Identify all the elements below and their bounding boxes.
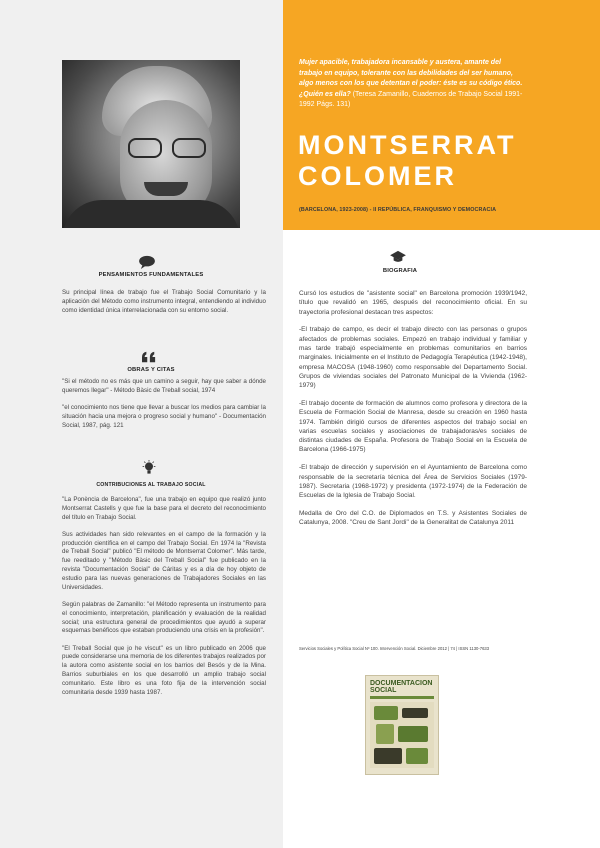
bio-paragraph-1: Cursó los estudios de "asistente social" en Barcelona promoción 1939/1942, título que revalidó en 1965, después del reconocimiento oficial. En su trayectoria profesional destacan tres aspectos: <box>299 290 527 316</box>
cover-subtitle: SOCIAL <box>370 687 397 694</box>
quote-source: (Teresa Zamanillo, Cuadernos de Trabajo Social 1991-1992 Págs. 131) <box>299 90 523 108</box>
contribuciones-title: CONTRIBUCIONES AL TRABAJO SOCIAL <box>96 482 206 488</box>
biografia-title: BIOGRAFIA <box>382 268 418 274</box>
contrib-paragraph-4: "El Treball Social que jo he viscut" es un libro publicado en 2006 que puede considerarse una memoria de los diferentes trabajos realizados por la autora como asistente social en los barrios del Besós y de la Mina. Barrios suburbiales en los que desarrolló un amplio trabajo social comunitario. Este libro es una foto fija de la intervención social comunitaria desde 1939 hasta 1987. <box>62 644 266 696</box>
contribuciones-text <box>62 496 266 706</box>
bio-paragraph-5: Medalla de Oro del C.O. de Diplomados en T.S. y Asistentes Sociales de Catalunya, 2008. "Creu de Sant Jordi" de la Generalitat de Catalunya 2011 <box>299 509 527 527</box>
header-subtitle: (BARCELONA, 1923-2008) - II REPÚBLICA, FRANQUISMO Y DEMOCRACIA <box>299 207 497 213</box>
name-last: COLOMER <box>298 161 457 191</box>
person-name <box>298 130 517 192</box>
bio-paragraph-3: -El trabajo docente de formación de alumnos como profesora y directora de la Escuela de Formación Social de Manresa, desde su creación en 1960 hasta 1974. También dirigió cursos de diferentes aspectos del trabajo social en varias escuelas sociales y asociaciones de trabajadoras/es sociales de distintas ciudades de España. Profesora de Trabajo Social en la Escuela de Barcelona (1966-1975) <box>299 399 527 454</box>
bio-paragraph-4: -El trabajo de dirección y supervisión en el Ayuntamiento de Barcelona como responsable de la secretaría técnica del Área de Servicios Sociales (1979-1987). Secretaria (1968-1972) y presidenta (1972-1974) de la Federación de Escuelas de la Iglesia de Trabajo Social. <box>299 464 527 500</box>
speech-bubble-icon <box>138 255 156 269</box>
quote-text: Mujer apacible, trabajadora incansable y austera, amante del trabajo en equipo, tolerante con las debilidades del ser humano, algo menos con los que detentan el poder: éste es su código ético. ¿Quién es ella? <box>299 59 523 98</box>
citation: Servicios Sociales y Política Social Nº 100. Intervención Social. Diciembre 2012 | 74 | ISSN 1130-7633 <box>299 646 490 651</box>
portrait-photo <box>62 60 240 228</box>
contrib-paragraph-2: Sus actividades han sido relevantes en el campo de la formación y la producción científica en el campo del Trabajo Social. En 1974 la "Revista de Treball Social" publicó "El método de Montserrat Colomer". Más tarde, fue reeditado y "Método Bàsic del Treball Social" fue publicado en la revista "Documentación Social" de Cáritas y es a día de hoy objeto de estudio para las nuevas generaciones de Trabajadores Sociales en las Universidades. <box>62 530 266 591</box>
contrib-paragraph-1: "La Ponència de Barcelona", fue una trabajo en equipo que realizó junto Montserrat Castells y que fue la base para el decreto del reconocimiento del título en Trabajo Social. <box>62 496 266 521</box>
name-first: MONTSERRAT <box>298 130 517 160</box>
pensamientos-title: PENSAMIENTOS FUNDAMENTALES <box>98 272 204 278</box>
pensamientos-text: Su principal línea de trabajo fue el Trabajo Social Comunitario y la aplicación del Método como instrumento integral, entendiendo al individuo como identidad única interrelacionada con su entorno social. <box>62 289 266 314</box>
book-cover <box>365 675 439 775</box>
header-quote <box>299 58 524 111</box>
quote-marks-icon <box>140 350 158 364</box>
obras-quote-2: "el conocimiento nos tiene que llevar a buscar los medios para cambiar la situación hacia una mejora o progreso social y humano" - Documentación Social, 1987, pág. 121 <box>62 404 266 429</box>
bio-paragraph-2: -El trabajo de campo, es decir el trabajo directo con las personas o grupos afectados de problemas sociales. Empezó en trabajo individual y familiar y mas tarde trabajó especialmente en problemas comunitarios en barrios marginales. Inicialmente en el Instituto de Pedagogía Terapéutica (1942-1948), empresa MACOSA (1948-1960) como responsable del Departamento Social. Grupos de viviendas sociales del Patronato Municipal de la Vivienda (1962-1979) <box>299 326 527 390</box>
contrib-paragraph-3: Según palabras de Zamanillo: "el Método representa un instrumento para el conocimiento, interpretación, planificación y evaluación de la realidad social; una estructura general de procedimientos que ayudó a superar esquemas benéficos que estaban produciendo una crisis en la profesión". <box>62 600 266 635</box>
header-banner <box>283 0 600 230</box>
graduation-cap-icon <box>389 250 407 264</box>
obras-title: OBRAS Y CITAS <box>127 367 175 373</box>
biografia-text <box>299 289 527 536</box>
cover-title: DOCUMENTACION <box>370 680 433 687</box>
cover-illustration <box>370 702 434 768</box>
obras-text <box>62 378 266 439</box>
obras-quote-1: "Si el método no es más que un camino a seguir, hay que saber a dónde queremos llegar" - Método Bàsic de Treball social, 1974 <box>62 378 266 394</box>
lightbulb-icon <box>140 460 158 476</box>
